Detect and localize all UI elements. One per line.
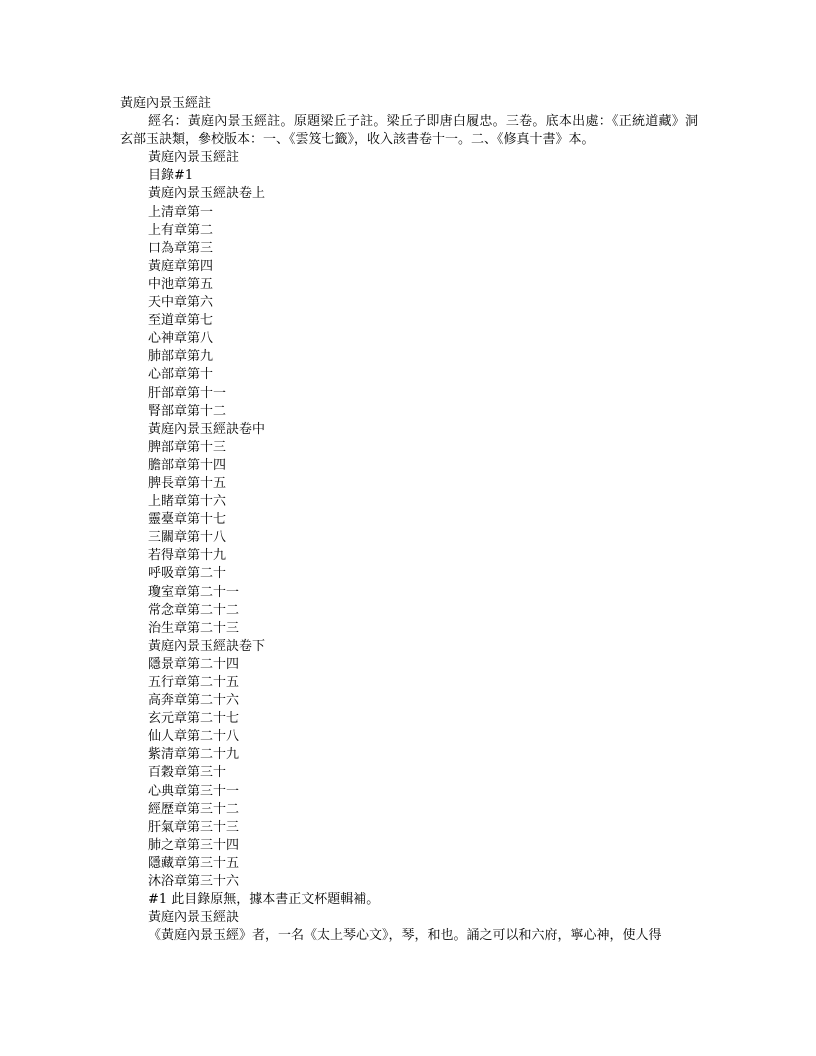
toc-item: 心神章第八 xyxy=(148,331,214,347)
toc-item: 脾長章第十五 xyxy=(148,475,227,491)
toc-item: 治生章第二十三 xyxy=(148,620,240,636)
toc-item: 至道章第七 xyxy=(148,313,214,329)
toc-item: 上清章第一 xyxy=(148,204,214,220)
toc-item: 黃庭章第四 xyxy=(148,258,214,274)
toc-item: 黃庭內景玉經訣卷中 xyxy=(148,421,266,437)
toc-item: 仙人章第二十八 xyxy=(148,729,240,745)
toc-item: 隱藏章第三十五 xyxy=(148,855,240,871)
toc-heading: 目錄#1 xyxy=(148,168,194,184)
toc-item: 沐浴章第三十六 xyxy=(148,874,240,890)
toc-item: 靈臺章第十七 xyxy=(148,512,227,528)
toc-item: 肺部章第九 xyxy=(148,349,214,365)
document-title: 黃庭內景玉經註 xyxy=(120,96,212,111)
section-heading: 黃庭內景玉經訣 xyxy=(148,910,240,926)
body-paragraph: 《黃庭內景玉經》者，一名《太上琴心文》，琴，和也。誦之可以和六府，寧心神，使人得 xyxy=(148,928,662,944)
toc-item: 天中章第六 xyxy=(148,295,214,311)
toc-item: 上睹章第十六 xyxy=(148,494,227,510)
toc-item: 上有章第二 xyxy=(148,222,214,238)
document-body xyxy=(120,95,698,945)
toc-item: 心部章第十 xyxy=(148,367,214,383)
toc-item: 口為章第三 xyxy=(148,240,214,256)
toc-item: 瓊室章第二十一 xyxy=(148,584,240,600)
toc-item: 三關章第十八 xyxy=(148,530,227,546)
toc-item: 百穀章第三十 xyxy=(148,765,227,781)
toc-item: 紫清章第二十九 xyxy=(148,747,240,763)
toc-item: 若得章第十九 xyxy=(148,548,227,564)
toc-item: 呼吸章第二十 xyxy=(148,566,227,582)
toc-item: 玄元章第二十七 xyxy=(148,711,240,727)
toc-item: 經歷章第三十二 xyxy=(148,801,240,817)
toc-item: 肺之章第三十四 xyxy=(148,837,240,853)
toc-item: 肝部章第十一 xyxy=(148,385,227,401)
table-of-contents xyxy=(120,185,698,891)
toc-item: 膽部章第十四 xyxy=(148,457,227,473)
toc-item: 中池章第五 xyxy=(148,276,214,292)
toc-item: 黃庭內景玉經訣卷下 xyxy=(148,638,266,654)
toc-item: 五行章第二十五 xyxy=(148,675,240,690)
toc-item: 黃庭內景玉經訣卷上 xyxy=(148,186,266,202)
toc-item: 常念章第二十二 xyxy=(148,602,240,618)
footnote: #1 此目錄原無，據本書正文杯題輯補。 xyxy=(148,892,380,908)
intro-paragraph: 經名：黃庭內景玉經註。原題梁丘子註。梁丘子即唐白履忠。三卷。底本出處：《正統道藏》洞玄部玉訣類，參校版本：一、《雲笈七籤》，收入該書卷十一。二、《修真十書》本。 xyxy=(120,114,698,148)
toc-item: 隱景章第二十四 xyxy=(148,656,240,672)
toc-item: 脾部章第十三 xyxy=(148,439,227,455)
toc-item: 腎部章第十二 xyxy=(148,403,227,419)
toc-item: 肝氣章第三十三 xyxy=(148,819,240,835)
document-subtitle: 黃庭內景玉經註 xyxy=(148,150,240,166)
toc-item: 高奔章第二十六 xyxy=(148,693,240,709)
toc-item: 心典章第三十一 xyxy=(148,783,240,799)
